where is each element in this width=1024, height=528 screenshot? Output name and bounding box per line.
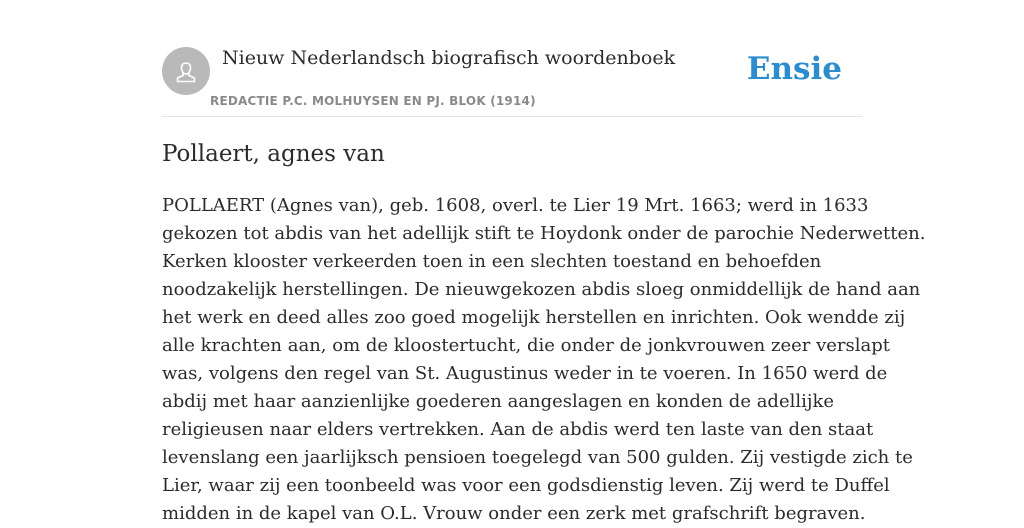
entry-line: religieusen naar elders vertrekken. Aan de abdis werd ten laste van den staat [162, 419, 874, 440]
entry-line: Kerken klooster verkeerden toen in een slechten toestand en behoefden [162, 251, 822, 272]
source-header [162, 0, 862, 117]
entry-line: Lier, waar zij een toonbeeld was voor een godsdienstig leven. Zij werd te Duffel [162, 475, 890, 496]
book-title[interactable]: Nieuw Nederlandsch biografisch woordenboek [222, 47, 676, 69]
entry-line: levenslang een jaarlijksch pensioen toegelegd van 500 gulden. Zij vestigde zich te [162, 447, 913, 468]
entry-line: gekozen tot abdis van het adellijk stift te Hoydonk onder de parochie Nederwetten. [162, 223, 926, 244]
entry-line: was, volgens den regel van St. Augustinus weder in te voeren. In 1650 werd de [162, 363, 888, 384]
entry-line: abdij met haar aanzienlijke goederen aangeslagen en konden de adellijke [162, 391, 835, 412]
page [162, 0, 926, 524]
brand-logo[interactable]: Ensie [746, 51, 842, 87]
user-silhouette-icon[interactable] [162, 47, 210, 95]
entry-line: alle krachten aan, om de kloostertucht, die onder de jonkvrouwen zeer verslapt [162, 335, 890, 356]
editors-caption: REDACTIE P.C. MOLHUYSEN EN PJ. BLOK (1914) [210, 94, 536, 108]
entry-title: Pollaert, agnes van [162, 141, 385, 167]
entry-line: noodzakelijk herstellingen. De nieuwgekozen abdis sloeg onmiddellijk de hand aan [162, 279, 921, 300]
entry-body [162, 192, 926, 528]
entry-line: POLLAERT (Agnes van), geb. 1608, overl. te Lier 19 Mrt. 1663; werd in 1633 [162, 195, 869, 216]
entry-line: het werk en deed alles zoo goed mogelijk herstellen en inrichten. Ook wendde zij [162, 307, 906, 328]
entry-line: midden in de kapel van O.L. Vrouw onder een zerk met grafschrift begraven. [162, 503, 866, 524]
